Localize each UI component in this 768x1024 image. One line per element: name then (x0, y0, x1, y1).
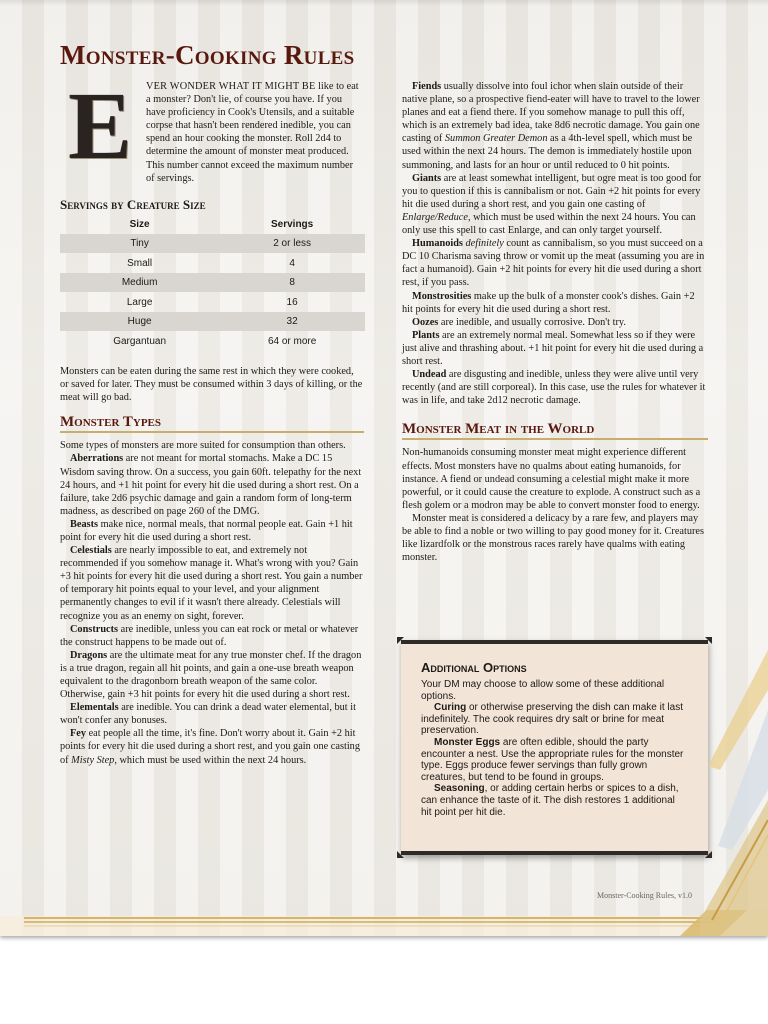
servings-table (60, 216, 365, 351)
table-cell: Medium (60, 273, 219, 293)
intro-paragraph (60, 72, 364, 185)
table-cell: Gargantuan (113, 335, 167, 347)
entry-text: are nearly impossible to eat, and extremely not recommended if you somehow manage it. What's wrong with you? Gain +3 hit points for every hit die used during a short rest. You gain a number of temporary hit points equal to your level, and your alignment permanently changes to evil if it wasn't there already. Celestials will recognize you as an enemy on sight, forever. (60, 545, 363, 622)
table-cell: Huge (60, 312, 219, 332)
entry-name: Monstrosities (412, 290, 472, 302)
table-row (60, 273, 365, 293)
meat-world-heading: Monster Meat in the World (402, 423, 708, 440)
table-cell: 8 (219, 273, 365, 293)
option-name: Seasoning (434, 783, 485, 795)
entry-monstrosities (402, 290, 708, 316)
table-row (60, 312, 365, 332)
table-row (60, 292, 365, 312)
meat-world-p2: Monster meat is considered a delicacy by a rare few, and players may be able to find a noble or two willing to pay good money for it. Creatures like lizardfolk or the monstrous races rarely have qualms with eating monster. (402, 512, 704, 564)
page-title: Monster-Cooking Rules (60, 40, 355, 70)
entry-text: eat people all the time, it's fine. Don't worry about it. Gain +2 hit points for every hit die used during a short rest, and you gain one casting of (60, 728, 360, 766)
entry-plants (402, 329, 708, 368)
option-text: , or adding certain herbs or spices to a dish, can enhance the taste of it. The dish restores 1 additional hit point per hit die. (421, 783, 679, 818)
table-cell: Large (126, 296, 153, 308)
table-header-size: Size (129, 218, 150, 230)
entry-name: Aberrations (70, 453, 124, 465)
entry-name: Celestials (70, 545, 112, 557)
table-row (60, 331, 365, 351)
table-row (60, 234, 365, 254)
entry-humanoids (402, 237, 708, 289)
monster-types-intro: Some types of monsters are more suited for consumption than others. (60, 440, 346, 452)
entry-text: are disgusting and inedible, unless they were alive until very recently (and are still corporeal). In this case, use the rules for whatever it was in life, and take 2d12 necrotic damage. (402, 369, 706, 407)
table-cell: 16 (286, 296, 298, 308)
entry-name: Plants (412, 329, 440, 341)
box-corner (397, 851, 404, 858)
option-text: are often edible, should the party encounter a nest. Use the appropriate rules for the monster type. Eggs produce fewer servings than fully grown creatures, but tend to be found in groups. (421, 736, 684, 783)
intro-lead: VER WONDER WHAT IT MIGHT BE (146, 81, 316, 92)
entry-giants (402, 172, 708, 237)
entry-name: Humanoids (412, 238, 463, 250)
entry-text: are not meant for mortal stomachs. Make a DC 15 Wisdom saving throw. On a success, you gain 60ft. telepathy for the next 24 hours, and +1 hit point for every hit die used during a short rest. On a failure, take 2d6 psychic damage and gain a random form of long-term madness, as described on page 260 of the DMG. (60, 453, 362, 517)
additional-options-intro: Your DM may choose to allow some of these additional options. (421, 679, 665, 702)
monster-types-heading: Monster Types (60, 416, 364, 433)
entry-text: are the ultimate meat for any true monster chef. If the dragon is a true dragon, regain all hit points, and gain a one-use breath weapon equivalent to the dragonborn breath weapon of the same color. Otherwise, gain +3 hit points for every hit die used during a short rest. (60, 649, 362, 701)
table-cell: 2 or less (219, 234, 365, 254)
corner-ornament (700, 650, 768, 936)
entry-name: Constructs (70, 623, 119, 635)
entry-name: Fiends (412, 81, 442, 92)
dropcap-letter: E (67, 72, 133, 179)
spell-name: Misty Step (71, 754, 115, 766)
entry-fiends (402, 80, 708, 172)
entry-text: , which must be used within the next 24 hours. (114, 754, 307, 766)
entry-text: , which must be used within the next 24 hours. You can only use this spell to cast Enlarge, and can only target yourself. (402, 211, 696, 237)
table-header-servings: Servings (270, 218, 314, 230)
table-header-row (60, 216, 365, 234)
entry-beasts (60, 518, 364, 544)
spell-name: Enlarge/Reduce (402, 211, 468, 223)
box-corner (397, 637, 404, 644)
entry-name: Giants (412, 172, 442, 184)
entry-elementals (60, 701, 364, 727)
meat-world-p1: Non-humanoids consuming monster meat might experience different effects. Most monsters have no qualms about eating humanoids, for instance. A fiend or undead consuming a celestial might make it more powerful, or it could cause the creature to explode. A construct such as a flesh golem or a modron may be able to convert monster food to energy. (402, 447, 701, 511)
entry-dragons (60, 649, 364, 701)
entry-text: as a 4th-level spell, which must be used within the next 24 hours. The demon is immediately hostile upon summoning, and lasts for an hour or until reduced to 0 hit points. (402, 133, 693, 171)
option-text: or otherwise preserving the dish can make it last indefinitely. The cook requires dry salt or brine for meat preservation. (421, 702, 683, 737)
gold-border-decoration (0, 910, 768, 936)
entry-text: usually dissolve into foul ichor when slain outside of their native plane, so a prospective fiend-eater will have to travel to the lower planes and eat a fiend there. If you somehow manage to pull this off, which is an extremely bad idea, take 8d6 necrotic damage. You gain one casting of (402, 81, 700, 145)
table-row (60, 253, 365, 273)
entry-name: Elementals (70, 702, 119, 714)
spell-name: Summon Greater Demon (444, 133, 548, 145)
additional-options-heading: Additional Options (421, 660, 527, 675)
eating-rule: Monsters can be eaten during the same rest in which they were cooked, or saved for later. They must be consumed within 3 days of killing, or the meat will go bad. (60, 365, 363, 404)
entry-celestials (60, 544, 364, 623)
table-cell: 64 or more (267, 335, 317, 347)
intro-text: like to eat a monster? Don't lie, of course you have. If you have proficiency in Cook's Utensils, and a suitable corpse that hasn't been rendered inedible, you can spend an hour cooking the monster. Roll 2d4 to determine the amount of monster meat produced. This number cannot exceed the maximum number of servings. (146, 81, 359, 184)
entry-constructs (60, 623, 364, 649)
entry-name: Dragons (70, 649, 108, 661)
table-cell: Tiny (60, 234, 219, 254)
entry-text: are an extremely normal meal. Somewhat less so if they were just alive and thrashing about. +1 hit point for every hit die used during a short rest. (402, 329, 704, 367)
left-column (60, 72, 364, 767)
option-name: Curing (434, 702, 467, 714)
option-seasoning (421, 783, 688, 818)
additional-options-box (401, 640, 708, 855)
entry-text: are inedible, unless you can eat rock or metal or whatever the construct happens to be made out of. (60, 623, 359, 648)
entry-text: are inedible, and usually corrosive. Don't try. (438, 316, 626, 328)
option-eggs (421, 737, 688, 783)
entry-name: Beasts (70, 518, 99, 530)
entry-undead (402, 368, 708, 407)
entry-text: count as cannibalism, so you must succeed on a DC 10 Charisma saving throw or vomit up the meat (assuming you are in fact a humanoid). Gain +2 hit points for every hit die used during a short rest, if you pass. (402, 238, 705, 289)
entry-name: Undead (412, 369, 447, 381)
entry-text: make up the bulk of a monster cook's dishes. Gain +2 hit points for every hit die used during a short rest. (402, 290, 695, 315)
table-cell: 32 (219, 312, 365, 332)
table-cell: Small (127, 257, 153, 269)
entry-text: make nice, normal meals, that normal people eat. Gain +1 hit point for every hit die used during a short rest. (60, 518, 353, 543)
option-curing (421, 702, 688, 737)
servings-table-heading: Servings by Creature Size (60, 196, 206, 212)
entry-aberrations (60, 452, 364, 517)
option-name: Monster Eggs (434, 736, 501, 748)
entry-oozes (402, 316, 708, 329)
entry-text: are inedible. You can drink a dead water elemental, but it won't confer any bonuses. (60, 702, 356, 727)
entry-text: are at least somewhat intelligent, but ogre meat is too good for you to question if this is cannibalism or not. Gain +2 hit points for every hit die used during a short rest, and you gain one casting of (402, 172, 702, 210)
table-cell: 4 (289, 257, 295, 269)
box-corner (705, 637, 712, 644)
emphasis: definitely (465, 238, 504, 250)
entry-fey (60, 727, 364, 766)
entry-name: Fey (70, 728, 87, 740)
right-column (402, 80, 708, 564)
page-footer: Monster-Cooking Rules, v1.0 (597, 891, 692, 900)
entry-name: Oozes (412, 316, 439, 328)
